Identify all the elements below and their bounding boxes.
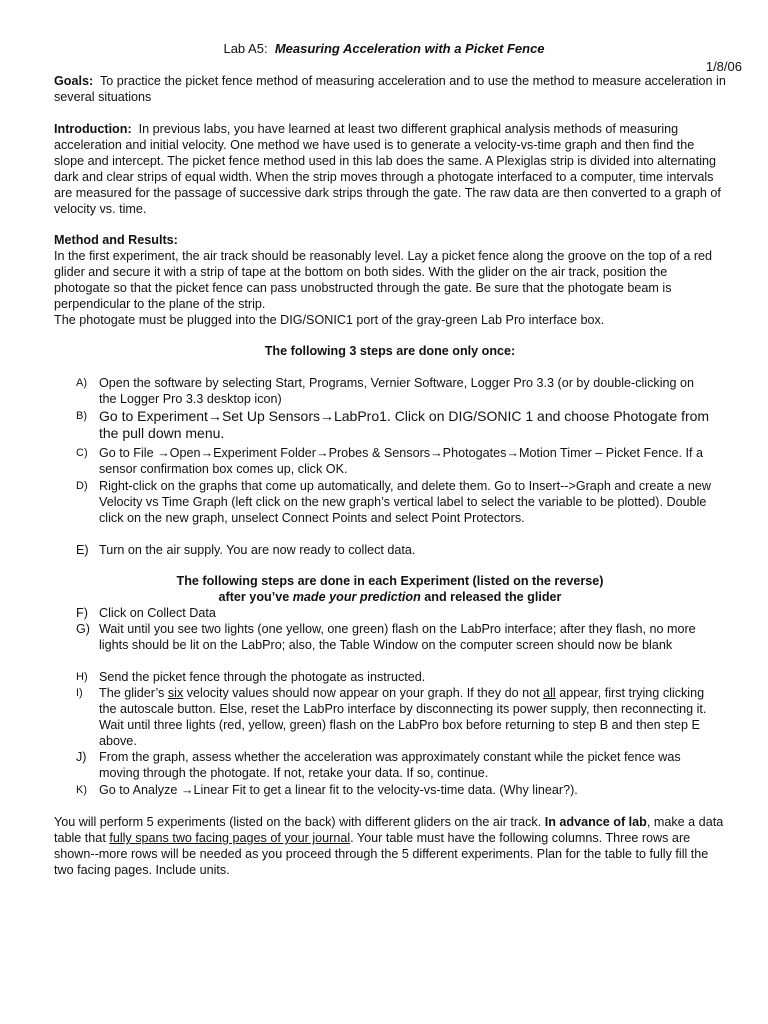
title-italic: Measuring Acceleration with a Picket Fence	[274, 41, 545, 56]
method-section	[54, 232, 726, 328]
goals-paragraph: Goals: To practice the picket fence method of measuring acceleration and to use the method to measure acceleration in several situations	[54, 74, 726, 104]
document-page: Lab A5: Measuring Acceleration with a Picket Fence 1/8/06 Goals: To practice the picket fence method of measuring acceleration and to use the method to measure acceleration in several situations Introduction: In previous labs, you have learned at least two different graphical analysis methods of measuring acceleration and initial velocity. One method we have used is to generate a velocity-vs-time graph and then find the slope and intercept. The picket fence method used in this lab does the same. A Plexiglas strip is divided into alternating dark and clear strips of equal width. When the strip moves through a photogate interfaced to a computer, time intervals are measured for the passage of successive dark strips through the gate. The raw data are then converted to a graph of velocity vs. time. Method and Results: In the first experiment, the air track should be reasonably level. Lay a picket fence along the groove on the top of a red glider and secure it with a strip of tape at the bottom on both sides. With the glider on the air track, position the photogate so that the picket fence can pass unobstructed through the gate. Be sure that the photogate beam is perpendicular to the plane of the strip. The photogate must be plugged into the DIG/SONIC1 port of the gray-green Lab Pro interface box. The following 3 steps are done only once: A) Open the software by selecting Start, Programs, Vernier Software, Logger Pro 3.3 (or by double-clicking on the Logger Pro 3.3 desktop icon) B) Go to Experiment→Set Up Sensors→LabPro1. Click on DIG/SONIC 1 and choose Photogate from the pull down menu. C) Go to File →Open→Experiment Folder→Probes & Sensors→Photogates→Motion Timer – Picket Fence. If a sensor confirmation box comes up, click OK. D) Right-click on the graphs that come up automatically, and delete them. Go to Insert-->Graph and create a new Velocity vs Time Graph (left click on the new graph’s vertical label to select the variable to be plotted). Double click on the new graph, unselect Connect Points and select Point Protectors. E) Turn on the air supply. You are now ready to collect data. The following steps are done in each Experiment (listed on the reverse) after you’ve made your prediction and released the glider F) Click on Collect Data G) Wait until you see two lights (one yellow, one green) flash on the LabPro interface; after they flash, no more lights should be lit on the LabPro; also, the Table Window on the computer screen should now be blank H) Send the picket fence through the photogate as instructed. I) The glider’s six velocity values should now appear on your graph. If they do not all appear, first trying clicking the autoscale button. Else, reset the LabPro interface by disconnecting its power supply, then reconnecting it. Wait until three lights (red, yellow, green) flash on the LabPro box before returning to step B and then step E above. J) From the graph, assess whether the acceleration was approximately constant while the picket fence was moving through the photogate. If not, retake your data. If so, continue. K) Go to Analyze →Linear Fit to get a linear fit to the velocity-vs-time data. (Why linear?). You will perform 5 experiments (listed on the back) with different gliders on the air track. In advance of lab, make a data table that fully spans two facing pages of your journal. Your table must have the following columns. Three rows are shown--more rows will be needed as you proceed through the 5 different experiments. Plan for the table to fully fill the two facing pages. Include units.	[0, 0, 768, 1024]
closing-paragraph: You will perform 5 experiments (listed on the back) with different gliders on the air track. In advance of lab, make a data table that fully spans two facing pages of your journal. Your table must have the following columns. Three rows are shown--more rows will be needed as you proceed through the 5 different experiments. Plan for the table to fully fill the two facing pages. Include units.	[54, 815, 724, 877]
once-heading: The following 3 steps are done only once:	[264, 344, 516, 358]
goals-label: Goals:	[54, 74, 94, 88]
method-heading: Method and Results:	[54, 233, 178, 247]
page-title: Lab A5: Measuring Acceleration with a Picket Fence	[223, 41, 545, 56]
method-paragraph-2: The photogate must be plugged into the DIG/SONIC1 port of the gray-green Lab Pro interface box.	[54, 313, 605, 327]
document-date: 1/8/06	[705, 59, 742, 74]
introduction-label: Introduction:	[54, 122, 132, 136]
introduction-paragraph: Introduction: In previous labs, you have learned at least two different graphical analysis methods of measuring acceleration and initial velocity. One method we have used is to generate a velocity-vs-time graph and then find the slope and intercept. The picket fence method used in this lab does the same. A Plexiglas strip is divided into alternating dark and clear strips of equal width. When the strip moves through a photogate interfaced to a computer, time intervals are measured for the passage of successive dark strips through the gate. The raw data are then converted to a graph of velocity vs. time.	[54, 122, 721, 216]
each-heading: The following steps are done in each Experiment (listed on the reverse) after you’ve made your prediction and released the glider	[176, 574, 604, 604]
method-paragraph-1: In the first experiment, the air track should be reasonably level. Lay a picket fence along the groove on the top of a red glider and secure it with a strip of tape at the bottom on both sides. With the glider on the air track, position the photogate so that the picket fence can pass unobstructed through the gate. Be sure that the photogate beam is perpendicular to the plane of the strip.	[54, 249, 713, 311]
